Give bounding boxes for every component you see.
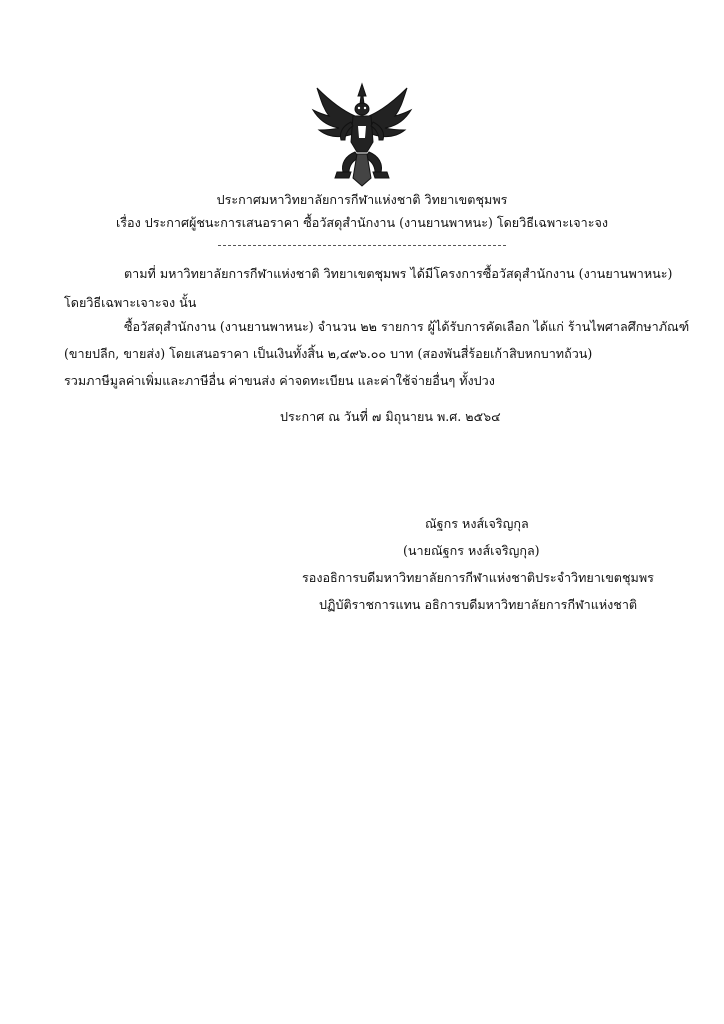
signatory-full-name: (นายณัฐกร หงส์เจริญกุล) [403, 543, 540, 558]
body-paragraph-line-3: ซื้อวัสดุสำนักงาน (งานยานพาหนะ) จำนวน ๒๒ รายการ ผู้ได้รับการคัดเลือก ได้แก่ ร้านไพศาลศึกษาภัณฑ์ [124, 319, 690, 334]
body-paragraph-line-2: โดยวิธีเฉพาะเจาะจง นั้น [64, 295, 197, 310]
signatory-position: รองอธิการบดีมหาวิทยาลัยการกีฬาแห่งชาติประจำวิทยาเขตชุมพร [302, 570, 654, 585]
body-paragraph-line-1: ตามที่ มหาวิทยาลัยการกีฬาแห่งชาติ วิทยาเขตชุมพร ได้มีโครงการซื้อวัสดุสำนักงาน (งานยานพาหนะ) [124, 266, 673, 281]
signature-name: ณัฐกร หงส์เจริญกุล [425, 516, 529, 531]
announcement-title: ประกาศมหาวิทยาลัยการกีฬาแห่งชาติ วิทยาเขตชุมพร [216, 192, 508, 207]
signatory-acting-position: ปฏิบัติราชการแทน อธิการบดีมหาวิทยาลัยการกีฬาแห่งชาติ [319, 597, 638, 612]
body-paragraph-line-5: รวมภาษีมูลค่าเพิ่มและภาษีอื่น ค่าขนส่ง ค่าจดทะเบียน และค่าใช้จ่ายอื่นๆ ทั้งปวง [64, 373, 495, 388]
announcement-subject: เรื่อง ประกาศผู้ชนะการเสนอราคา ซื้อวัสดุสำนักงาน (งานยานพาหนะ) โดยวิธีเฉพาะเจาะจง [115, 215, 609, 230]
body-paragraph-line-4: (ขายปลีก, ขายส่ง) โดยเสนอราคา เป็นเงินทั้งสิ้น ๒,๔๙๖.๐๐ บาท (สองพันสี่ร้อยเก้าสิบหกบาทถ้วน) [64, 346, 593, 361]
garuda-emblem-icon [311, 82, 413, 190]
announcement-date: ประกาศ ณ วันที่ ๗ มิถุนายน พ.ศ. ๒๕๖๔ [280, 409, 501, 424]
divider-line [218, 245, 506, 246]
